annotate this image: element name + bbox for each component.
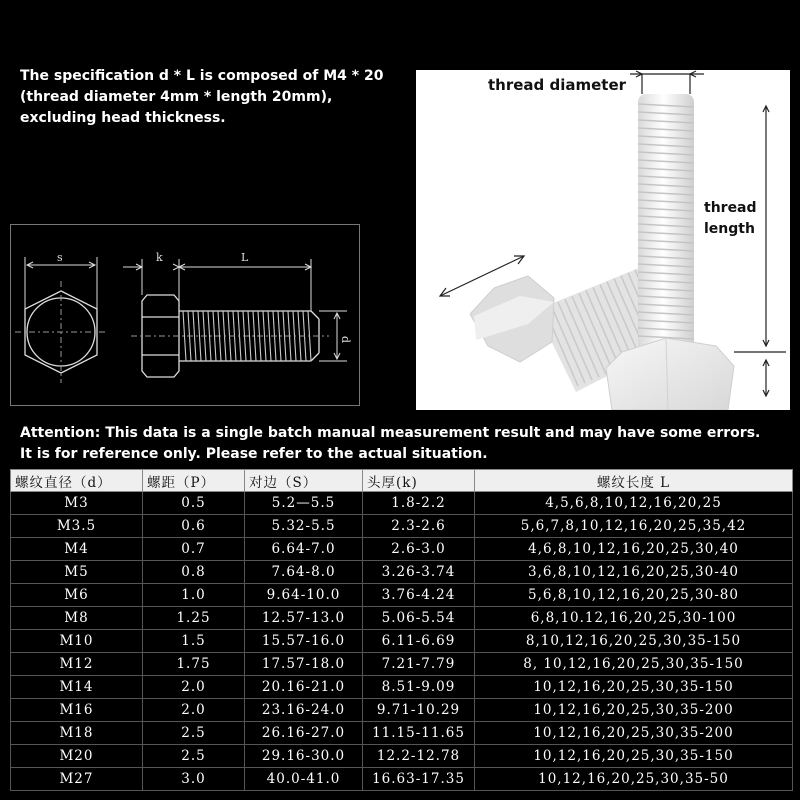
dim-L-label: L bbox=[241, 251, 249, 264]
table-row bbox=[11, 722, 793, 745]
table-row bbox=[11, 584, 793, 607]
intro-line: The specification d * L is composed of M4 * 20 bbox=[20, 68, 384, 84]
cell-head-thickness: 1.8-2.2 bbox=[363, 492, 475, 515]
col-header-across-flats: 对边（S） bbox=[245, 470, 363, 492]
dim-s-label: s bbox=[57, 251, 63, 264]
table-row bbox=[11, 492, 793, 515]
cell-head-thickness: 3.26-3.74 bbox=[363, 561, 475, 584]
cell-pitch: 0.5 bbox=[143, 492, 245, 515]
dim-d-label: d bbox=[339, 336, 352, 344]
cell-head-thickness: 2.6-3.0 bbox=[363, 538, 475, 561]
cell-head-thickness: 5.06-5.54 bbox=[363, 607, 475, 630]
cell-across-flats: 5.32-5.5 bbox=[245, 515, 363, 538]
cell-thread-length: 6,8,10.12,16,20,25,30-100 bbox=[475, 607, 793, 630]
cell-size: M14 bbox=[11, 676, 143, 699]
cell-size: M18 bbox=[11, 722, 143, 745]
col-header-thread-diameter: 螺纹直径（d） bbox=[11, 470, 143, 492]
cell-pitch: 2.0 bbox=[143, 699, 245, 722]
cell-pitch: 0.7 bbox=[143, 538, 245, 561]
thread-diameter-label: thread diameter bbox=[488, 76, 627, 94]
bolt-technical-drawing bbox=[10, 224, 360, 406]
cell-thread-length: 10,12,16,20,25,30,35-150 bbox=[475, 745, 793, 768]
cell-head-thickness: 3.76-4.24 bbox=[363, 584, 475, 607]
cell-thread-length: 4,6,8,10,12,16,20,25,30,40 bbox=[475, 538, 793, 561]
bolt-product-photo bbox=[416, 70, 790, 410]
attention-line: Attention: This data is a single batch manual measurement result and may have some errors. bbox=[20, 425, 761, 441]
table-row bbox=[11, 768, 793, 791]
cell-across-flats: 20.16-21.0 bbox=[245, 676, 363, 699]
cell-pitch: 1.0 bbox=[143, 584, 245, 607]
bolt-drawing-svg bbox=[11, 225, 359, 405]
cell-size: M16 bbox=[11, 699, 143, 722]
intro-line: (thread diameter 4mm * length 20mm), bbox=[20, 89, 333, 105]
col-header-head-thickness: 头厚(k) bbox=[363, 470, 475, 492]
cell-across-flats: 23.16-24.0 bbox=[245, 699, 363, 722]
cell-head-thickness: 6.11-6.69 bbox=[363, 630, 475, 653]
intro-text bbox=[20, 66, 390, 129]
cell-size: M12 bbox=[11, 653, 143, 676]
col-header-pitch: 螺距（P） bbox=[143, 470, 245, 492]
cell-size: M8 bbox=[11, 607, 143, 630]
cell-across-flats: 29.16-30.0 bbox=[245, 745, 363, 768]
spec-table bbox=[10, 469, 793, 791]
cell-across-flats: 5.2—5.5 bbox=[245, 492, 363, 515]
cell-thread-length: 4,5,6,8,10,12,16,20,25 bbox=[475, 492, 793, 515]
table-row bbox=[11, 561, 793, 584]
cell-thread-length: 8,10,12,16,20,25,30,35-150 bbox=[475, 630, 793, 653]
table-row bbox=[11, 607, 793, 630]
cell-thread-length: 10,12,16,20,25,30,35-200 bbox=[475, 722, 793, 745]
bolt-illustration bbox=[416, 70, 790, 410]
cell-thread-length: 10,12,16,20,25,30,35-150 bbox=[475, 676, 793, 699]
cell-across-flats: 17.57-18.0 bbox=[245, 653, 363, 676]
cell-size: M27 bbox=[11, 768, 143, 791]
table-row bbox=[11, 630, 793, 653]
cell-pitch: 1.5 bbox=[143, 630, 245, 653]
attention-note bbox=[20, 423, 790, 465]
intro-line: excluding head thickness. bbox=[20, 110, 226, 126]
cell-head-thickness: 16.63-17.35 bbox=[363, 768, 475, 791]
thread-length-label: thread length bbox=[704, 200, 757, 237]
cell-pitch: 0.6 bbox=[143, 515, 245, 538]
cell-pitch: 2.5 bbox=[143, 722, 245, 745]
cell-head-thickness: 9.71-10.29 bbox=[363, 699, 475, 722]
table-row bbox=[11, 538, 793, 561]
table-header-row bbox=[11, 470, 793, 492]
cell-thread-length: 8, 10,12,16,20,25,30,35-150 bbox=[475, 653, 793, 676]
cell-thread-length: 3,6,8,10,12,16,20,25,30-40 bbox=[475, 561, 793, 584]
cell-pitch: 1.75 bbox=[143, 653, 245, 676]
cell-pitch: 2.5 bbox=[143, 745, 245, 768]
cell-size: M4 bbox=[11, 538, 143, 561]
cell-thread-length: 10,12,16,20,25,30,35-200 bbox=[475, 699, 793, 722]
cell-thread-length: 5,6,7,8,10,12,16,20,25,35,42 bbox=[475, 515, 793, 538]
cell-thread-length: 10,12,16,20,25,30,35-50 bbox=[475, 768, 793, 791]
cell-pitch: 2.0 bbox=[143, 676, 245, 699]
col-header-thread-length: 螺纹长度 L bbox=[475, 470, 793, 492]
cell-across-flats: 26.16-27.0 bbox=[245, 722, 363, 745]
cell-across-flats: 12.57-13.0 bbox=[245, 607, 363, 630]
cell-size: M6 bbox=[11, 584, 143, 607]
cell-size: M5 bbox=[11, 561, 143, 584]
table-row bbox=[11, 653, 793, 676]
dim-k-label: k bbox=[156, 251, 163, 264]
cell-size: M10 bbox=[11, 630, 143, 653]
cell-size: M3 bbox=[11, 492, 143, 515]
cell-size: M3.5 bbox=[11, 515, 143, 538]
cell-thread-length: 5,6,8,10,12,16,20,25,30-80 bbox=[475, 584, 793, 607]
table-row bbox=[11, 699, 793, 722]
cell-across-flats: 40.0-41.0 bbox=[245, 768, 363, 791]
cell-head-thickness: 12.2-12.78 bbox=[363, 745, 475, 768]
cell-head-thickness: 8.51-9.09 bbox=[363, 676, 475, 699]
cell-pitch: 3.0 bbox=[143, 768, 245, 791]
cell-across-flats: 7.64-8.0 bbox=[245, 561, 363, 584]
cell-pitch: 1.25 bbox=[143, 607, 245, 630]
cell-head-thickness: 7.21-7.79 bbox=[363, 653, 475, 676]
attention-line: It is for reference only. Please refer to the actual situation. bbox=[20, 446, 488, 462]
cell-head-thickness: 2.3-2.6 bbox=[363, 515, 475, 538]
table-row bbox=[11, 745, 793, 768]
cell-across-flats: 15.57-16.0 bbox=[245, 630, 363, 653]
cell-size: M20 bbox=[11, 745, 143, 768]
cell-pitch: 0.8 bbox=[143, 561, 245, 584]
cell-head-thickness: 11.15-11.65 bbox=[363, 722, 475, 745]
table-row bbox=[11, 515, 793, 538]
cell-across-flats: 9.64-10.0 bbox=[245, 584, 363, 607]
cell-across-flats: 6.64-7.0 bbox=[245, 538, 363, 561]
table-row bbox=[11, 676, 793, 699]
